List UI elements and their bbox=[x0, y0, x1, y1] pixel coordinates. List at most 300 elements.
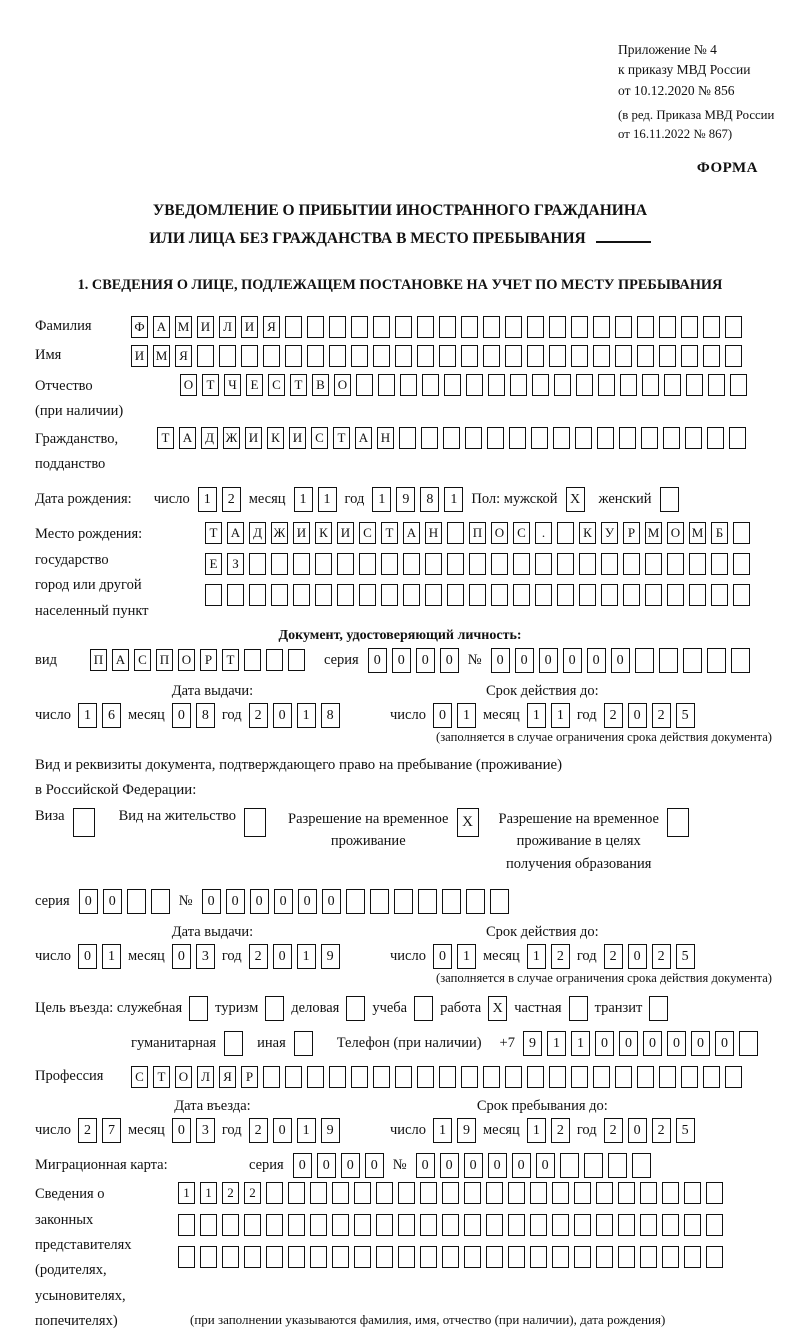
char-box[interactable] bbox=[359, 553, 376, 575]
char-box[interactable] bbox=[447, 522, 464, 544]
char-box[interactable] bbox=[288, 1214, 305, 1236]
char-box[interactable] bbox=[465, 427, 482, 449]
char-box[interactable]: Р bbox=[200, 649, 217, 671]
char-box[interactable]: К bbox=[267, 427, 284, 449]
char-box[interactable] bbox=[461, 1066, 478, 1088]
char-box[interactable] bbox=[466, 374, 483, 396]
char-box[interactable] bbox=[486, 1182, 503, 1204]
char-box[interactable]: 0 bbox=[322, 889, 341, 914]
char-box[interactable]: 0 bbox=[515, 648, 534, 673]
char-box[interactable] bbox=[725, 1066, 742, 1088]
char-box[interactable] bbox=[376, 1246, 393, 1268]
char-box[interactable]: 2 bbox=[551, 1118, 570, 1143]
char-box[interactable] bbox=[378, 374, 395, 396]
char-box[interactable]: И bbox=[131, 345, 148, 367]
char-box[interactable] bbox=[601, 584, 618, 606]
char-box[interactable]: О bbox=[491, 522, 508, 544]
char-box[interactable] bbox=[683, 648, 702, 673]
char-box[interactable] bbox=[227, 584, 244, 606]
char-box[interactable]: Д bbox=[249, 522, 266, 544]
char-box[interactable]: 1 bbox=[571, 1031, 590, 1056]
char-box[interactable] bbox=[189, 996, 208, 1021]
char-box[interactable] bbox=[659, 648, 678, 673]
char-box[interactable]: 9 bbox=[321, 1118, 340, 1143]
char-box[interactable] bbox=[439, 1066, 456, 1088]
char-box[interactable] bbox=[510, 374, 527, 396]
purpose-tourism-checkbox[interactable] bbox=[265, 996, 284, 1021]
char-box[interactable] bbox=[285, 345, 302, 367]
char-box[interactable] bbox=[483, 345, 500, 367]
char-box[interactable] bbox=[596, 1214, 613, 1236]
char-box[interactable] bbox=[266, 1214, 283, 1236]
char-box[interactable]: 0 bbox=[433, 944, 452, 969]
char-box[interactable]: Т bbox=[333, 427, 350, 449]
char-box[interactable]: М bbox=[689, 522, 706, 544]
char-box[interactable] bbox=[527, 345, 544, 367]
char-box[interactable] bbox=[527, 316, 544, 338]
char-box[interactable] bbox=[425, 553, 442, 575]
char-box[interactable] bbox=[466, 889, 485, 914]
char-box[interactable]: П bbox=[156, 649, 173, 671]
char-box[interactable]: Ж bbox=[271, 522, 288, 544]
char-box[interactable] bbox=[571, 316, 588, 338]
char-box[interactable] bbox=[571, 1066, 588, 1088]
char-box[interactable] bbox=[394, 889, 413, 914]
char-box[interactable]: Т bbox=[381, 522, 398, 544]
char-box[interactable]: 0 bbox=[691, 1031, 710, 1056]
char-box[interactable] bbox=[244, 808, 266, 837]
char-box[interactable]: 9 bbox=[396, 487, 415, 512]
char-box[interactable] bbox=[584, 1153, 603, 1178]
char-box[interactable]: Т bbox=[202, 374, 219, 396]
char-box[interactable] bbox=[706, 1246, 723, 1268]
char-box[interactable]: 1 bbox=[178, 1182, 195, 1204]
char-box[interactable] bbox=[685, 427, 702, 449]
char-box[interactable] bbox=[681, 1066, 698, 1088]
char-box[interactable] bbox=[635, 648, 654, 673]
char-box[interactable] bbox=[505, 316, 522, 338]
char-box[interactable] bbox=[486, 1214, 503, 1236]
char-box[interactable] bbox=[662, 1182, 679, 1204]
char-box[interactable] bbox=[399, 427, 416, 449]
char-box[interactable] bbox=[574, 1214, 591, 1236]
char-box[interactable]: 0 bbox=[587, 648, 606, 673]
char-box[interactable]: 0 bbox=[643, 1031, 662, 1056]
char-box[interactable]: 0 bbox=[79, 889, 98, 914]
char-box[interactable]: Я bbox=[175, 345, 192, 367]
char-box[interactable] bbox=[263, 1066, 280, 1088]
char-box[interactable] bbox=[249, 584, 266, 606]
char-box[interactable]: 1 bbox=[547, 1031, 566, 1056]
char-box[interactable]: 2 bbox=[78, 1118, 97, 1143]
char-box[interactable] bbox=[579, 584, 596, 606]
char-box[interactable] bbox=[490, 889, 509, 914]
char-box[interactable] bbox=[530, 1246, 547, 1268]
char-box[interactable] bbox=[420, 1214, 437, 1236]
char-box[interactable] bbox=[575, 427, 592, 449]
purpose-business-checkbox[interactable] bbox=[346, 996, 365, 1021]
char-box[interactable] bbox=[241, 345, 258, 367]
char-box[interactable] bbox=[263, 345, 280, 367]
char-box[interactable]: 3 bbox=[196, 1118, 215, 1143]
char-box[interactable]: 0 bbox=[440, 1153, 459, 1178]
char-box[interactable]: 0 bbox=[611, 648, 630, 673]
char-box[interactable] bbox=[708, 374, 725, 396]
char-box[interactable] bbox=[505, 345, 522, 367]
char-box[interactable] bbox=[469, 584, 486, 606]
char-box[interactable] bbox=[346, 996, 365, 1021]
char-box[interactable] bbox=[483, 1066, 500, 1088]
char-box[interactable] bbox=[200, 1214, 217, 1236]
char-box[interactable] bbox=[444, 374, 461, 396]
char-box[interactable]: К bbox=[315, 522, 332, 544]
char-box[interactable] bbox=[615, 345, 632, 367]
char-box[interactable] bbox=[703, 345, 720, 367]
char-box[interactable] bbox=[222, 1214, 239, 1236]
char-box[interactable] bbox=[649, 996, 668, 1021]
char-box[interactable] bbox=[420, 1182, 437, 1204]
char-box[interactable] bbox=[442, 1246, 459, 1268]
char-box[interactable]: О bbox=[667, 522, 684, 544]
char-box[interactable]: 0 bbox=[317, 1153, 336, 1178]
char-box[interactable] bbox=[373, 1066, 390, 1088]
char-box[interactable]: 0 bbox=[619, 1031, 638, 1056]
char-box[interactable] bbox=[447, 584, 464, 606]
char-box[interactable]: 0 bbox=[172, 703, 191, 728]
char-box[interactable]: 0 bbox=[563, 648, 582, 673]
char-box[interactable]: 1 bbox=[527, 1118, 546, 1143]
char-box[interactable]: М bbox=[175, 316, 192, 338]
char-box[interactable]: 0 bbox=[392, 648, 411, 673]
char-box[interactable]: Е bbox=[205, 553, 222, 575]
char-box[interactable] bbox=[645, 584, 662, 606]
purpose-study-checkbox[interactable] bbox=[414, 996, 433, 1021]
char-box[interactable]: 0 bbox=[433, 703, 452, 728]
char-box[interactable] bbox=[640, 1214, 657, 1236]
sex-male-checkbox[interactable] bbox=[566, 487, 585, 512]
char-box[interactable]: С bbox=[311, 427, 328, 449]
char-box[interactable]: 2 bbox=[249, 1118, 268, 1143]
char-box[interactable]: 9 bbox=[457, 1118, 476, 1143]
char-box[interactable] bbox=[373, 316, 390, 338]
char-box[interactable] bbox=[398, 1214, 415, 1236]
char-box[interactable]: Т bbox=[157, 427, 174, 449]
char-box[interactable] bbox=[127, 889, 146, 914]
char-box[interactable] bbox=[597, 427, 614, 449]
char-box[interactable] bbox=[623, 553, 640, 575]
char-box[interactable] bbox=[400, 374, 417, 396]
char-box[interactable]: X bbox=[566, 487, 585, 512]
char-box[interactable] bbox=[730, 374, 747, 396]
char-box[interactable]: 0 bbox=[273, 703, 292, 728]
char-box[interactable]: 1 bbox=[297, 1118, 316, 1143]
char-box[interactable] bbox=[285, 1066, 302, 1088]
char-box[interactable] bbox=[354, 1246, 371, 1268]
char-box[interactable]: 0 bbox=[539, 648, 558, 673]
char-box[interactable] bbox=[359, 584, 376, 606]
purpose-work-checkbox[interactable] bbox=[488, 996, 507, 1021]
char-box[interactable] bbox=[376, 1214, 393, 1236]
char-box[interactable] bbox=[632, 1153, 651, 1178]
char-box[interactable] bbox=[505, 1066, 522, 1088]
char-box[interactable] bbox=[574, 1246, 591, 1268]
char-box[interactable] bbox=[373, 345, 390, 367]
char-box[interactable]: М bbox=[153, 345, 170, 367]
char-box[interactable] bbox=[593, 345, 610, 367]
char-box[interactable]: 1 bbox=[200, 1182, 217, 1204]
char-box[interactable]: . bbox=[535, 522, 552, 544]
char-box[interactable]: 0 bbox=[273, 1118, 292, 1143]
char-box[interactable] bbox=[557, 553, 574, 575]
char-box[interactable]: 0 bbox=[273, 944, 292, 969]
char-box[interactable] bbox=[552, 1246, 569, 1268]
char-box[interactable] bbox=[618, 1246, 635, 1268]
char-box[interactable]: 0 bbox=[595, 1031, 614, 1056]
char-box[interactable]: 1 bbox=[78, 703, 97, 728]
char-box[interactable] bbox=[271, 584, 288, 606]
char-box[interactable] bbox=[686, 374, 703, 396]
char-box[interactable]: 2 bbox=[604, 1118, 623, 1143]
char-box[interactable] bbox=[659, 1066, 676, 1088]
char-box[interactable] bbox=[535, 584, 552, 606]
char-box[interactable] bbox=[354, 1214, 371, 1236]
char-box[interactable] bbox=[531, 427, 548, 449]
char-box[interactable]: 0 bbox=[172, 1118, 191, 1143]
char-box[interactable] bbox=[370, 889, 389, 914]
char-box[interactable]: А bbox=[153, 316, 170, 338]
char-box[interactable]: П bbox=[469, 522, 486, 544]
char-box[interactable] bbox=[569, 996, 588, 1021]
char-box[interactable]: 9 bbox=[321, 944, 340, 969]
char-box[interactable] bbox=[664, 374, 681, 396]
char-box[interactable]: 2 bbox=[222, 487, 241, 512]
char-box[interactable] bbox=[725, 345, 742, 367]
char-box[interactable] bbox=[703, 1066, 720, 1088]
char-box[interactable]: 1 bbox=[318, 487, 337, 512]
char-box[interactable] bbox=[464, 1182, 481, 1204]
char-box[interactable]: 2 bbox=[249, 944, 268, 969]
char-box[interactable] bbox=[265, 996, 284, 1021]
char-box[interactable]: Д bbox=[201, 427, 218, 449]
char-box[interactable] bbox=[684, 1214, 701, 1236]
char-box[interactable] bbox=[414, 996, 433, 1021]
char-box[interactable]: Н bbox=[377, 427, 394, 449]
char-box[interactable]: 3 bbox=[196, 944, 215, 969]
char-box[interactable]: 1 bbox=[372, 487, 391, 512]
char-box[interactable]: 0 bbox=[536, 1153, 555, 1178]
char-box[interactable]: 2 bbox=[551, 944, 570, 969]
char-box[interactable] bbox=[351, 316, 368, 338]
char-box[interactable]: 0 bbox=[715, 1031, 734, 1056]
char-box[interactable] bbox=[667, 584, 684, 606]
char-box[interactable]: 0 bbox=[365, 1153, 384, 1178]
char-box[interactable] bbox=[288, 1182, 305, 1204]
char-box[interactable] bbox=[660, 487, 679, 512]
char-box[interactable]: 0 bbox=[226, 889, 245, 914]
char-box[interactable] bbox=[596, 1182, 613, 1204]
char-box[interactable]: Ф bbox=[131, 316, 148, 338]
char-box[interactable] bbox=[618, 1182, 635, 1204]
char-box[interactable] bbox=[461, 316, 478, 338]
char-box[interactable]: С bbox=[131, 1066, 148, 1088]
char-box[interactable]: 0 bbox=[368, 648, 387, 673]
char-box[interactable]: Б bbox=[711, 522, 728, 544]
char-box[interactable] bbox=[576, 374, 593, 396]
char-box[interactable] bbox=[418, 889, 437, 914]
char-box[interactable] bbox=[549, 316, 566, 338]
char-box[interactable] bbox=[552, 1182, 569, 1204]
char-box[interactable]: Р bbox=[241, 1066, 258, 1088]
char-box[interactable] bbox=[491, 553, 508, 575]
char-box[interactable]: О bbox=[334, 374, 351, 396]
char-box[interactable]: 1 bbox=[102, 944, 121, 969]
char-box[interactable] bbox=[615, 1066, 632, 1088]
char-box[interactable]: Я bbox=[263, 316, 280, 338]
char-box[interactable] bbox=[422, 374, 439, 396]
char-box[interactable] bbox=[332, 1246, 349, 1268]
char-box[interactable] bbox=[356, 374, 373, 396]
char-box[interactable] bbox=[601, 553, 618, 575]
char-box[interactable]: 0 bbox=[628, 944, 647, 969]
char-box[interactable] bbox=[178, 1246, 195, 1268]
char-box[interactable] bbox=[398, 1182, 415, 1204]
char-box[interactable]: 6 bbox=[102, 703, 121, 728]
char-box[interactable] bbox=[706, 1214, 723, 1236]
char-box[interactable] bbox=[659, 345, 676, 367]
char-box[interactable]: 0 bbox=[78, 944, 97, 969]
char-box[interactable]: Ч bbox=[224, 374, 241, 396]
char-box[interactable] bbox=[549, 1066, 566, 1088]
char-box[interactable] bbox=[513, 584, 530, 606]
char-box[interactable]: А bbox=[112, 649, 129, 671]
char-box[interactable] bbox=[403, 584, 420, 606]
char-box[interactable] bbox=[332, 1182, 349, 1204]
char-box[interactable]: 0 bbox=[416, 648, 435, 673]
char-box[interactable]: 1 bbox=[198, 487, 217, 512]
char-box[interactable] bbox=[667, 553, 684, 575]
char-box[interactable]: О bbox=[180, 374, 197, 396]
char-box[interactable] bbox=[560, 1153, 579, 1178]
char-box[interactable]: 1 bbox=[297, 703, 316, 728]
char-box[interactable] bbox=[711, 553, 728, 575]
temp-residence-edu-checkbox[interactable] bbox=[667, 808, 689, 837]
char-box[interactable] bbox=[725, 316, 742, 338]
char-box[interactable]: 0 bbox=[667, 1031, 686, 1056]
char-box[interactable]: Р bbox=[623, 522, 640, 544]
char-box[interactable] bbox=[266, 649, 283, 671]
char-box[interactable] bbox=[315, 553, 332, 575]
char-box[interactable]: 2 bbox=[604, 944, 623, 969]
char-box[interactable] bbox=[294, 1031, 313, 1056]
char-box[interactable]: 0 bbox=[440, 648, 459, 673]
char-box[interactable]: 1 bbox=[527, 703, 546, 728]
char-box[interactable] bbox=[439, 345, 456, 367]
char-box[interactable] bbox=[425, 584, 442, 606]
char-box[interactable] bbox=[618, 1214, 635, 1236]
char-box[interactable] bbox=[623, 584, 640, 606]
char-box[interactable] bbox=[549, 345, 566, 367]
char-box[interactable] bbox=[593, 316, 610, 338]
char-box[interactable]: 0 bbox=[416, 1153, 435, 1178]
char-box[interactable] bbox=[729, 427, 746, 449]
char-box[interactable] bbox=[337, 584, 354, 606]
char-box[interactable] bbox=[271, 553, 288, 575]
char-box[interactable] bbox=[205, 584, 222, 606]
char-box[interactable]: 2 bbox=[249, 703, 268, 728]
char-box[interactable] bbox=[469, 553, 486, 575]
char-box[interactable]: Ж bbox=[223, 427, 240, 449]
residence-permit-checkbox[interactable] bbox=[244, 808, 266, 837]
char-box[interactable] bbox=[288, 649, 305, 671]
char-box[interactable] bbox=[381, 553, 398, 575]
char-box[interactable]: 1 bbox=[294, 487, 313, 512]
char-box[interactable]: 0 bbox=[250, 889, 269, 914]
char-box[interactable]: Л bbox=[219, 316, 236, 338]
char-box[interactable] bbox=[244, 1246, 261, 1268]
char-box[interactable] bbox=[288, 1246, 305, 1268]
char-box[interactable] bbox=[73, 808, 95, 837]
char-box[interactable] bbox=[733, 553, 750, 575]
char-box[interactable]: Т bbox=[290, 374, 307, 396]
char-box[interactable] bbox=[554, 374, 571, 396]
char-box[interactable]: А bbox=[227, 522, 244, 544]
char-box[interactable] bbox=[483, 316, 500, 338]
char-box[interactable]: 5 bbox=[676, 944, 695, 969]
char-box[interactable] bbox=[307, 1066, 324, 1088]
char-box[interactable]: 8 bbox=[420, 487, 439, 512]
char-box[interactable]: 8 bbox=[196, 703, 215, 728]
char-box[interactable] bbox=[706, 1182, 723, 1204]
char-box[interactable] bbox=[571, 345, 588, 367]
char-box[interactable] bbox=[733, 584, 750, 606]
char-box[interactable] bbox=[398, 1246, 415, 1268]
char-box[interactable] bbox=[442, 889, 461, 914]
char-box[interactable]: У bbox=[601, 522, 618, 544]
char-box[interactable] bbox=[642, 374, 659, 396]
char-box[interactable]: С bbox=[268, 374, 285, 396]
char-box[interactable]: 5 bbox=[676, 703, 695, 728]
char-box[interactable] bbox=[403, 553, 420, 575]
char-box[interactable]: С bbox=[513, 522, 530, 544]
char-box[interactable]: П bbox=[90, 649, 107, 671]
purpose-humanitarian-checkbox[interactable] bbox=[224, 1031, 243, 1056]
char-box[interactable] bbox=[640, 1246, 657, 1268]
char-box[interactable] bbox=[395, 1066, 412, 1088]
char-box[interactable] bbox=[598, 374, 615, 396]
char-box[interactable] bbox=[513, 553, 530, 575]
char-box[interactable]: 1 bbox=[551, 703, 570, 728]
char-box[interactable]: 0 bbox=[172, 944, 191, 969]
char-box[interactable]: 0 bbox=[512, 1153, 531, 1178]
char-box[interactable]: 0 bbox=[274, 889, 293, 914]
char-box[interactable] bbox=[615, 316, 632, 338]
char-box[interactable] bbox=[703, 316, 720, 338]
char-box[interactable]: 0 bbox=[628, 1118, 647, 1143]
char-box[interactable] bbox=[354, 1182, 371, 1204]
char-box[interactable]: И bbox=[289, 427, 306, 449]
char-box[interactable] bbox=[447, 553, 464, 575]
char-box[interactable] bbox=[310, 1246, 327, 1268]
char-box[interactable]: С bbox=[359, 522, 376, 544]
char-box[interactable] bbox=[667, 808, 689, 837]
char-box[interactable] bbox=[315, 584, 332, 606]
char-box[interactable] bbox=[593, 1066, 610, 1088]
char-box[interactable] bbox=[151, 889, 170, 914]
char-box[interactable] bbox=[420, 1246, 437, 1268]
char-box[interactable] bbox=[640, 1182, 657, 1204]
char-box[interactable]: Н bbox=[425, 522, 442, 544]
char-box[interactable] bbox=[530, 1182, 547, 1204]
